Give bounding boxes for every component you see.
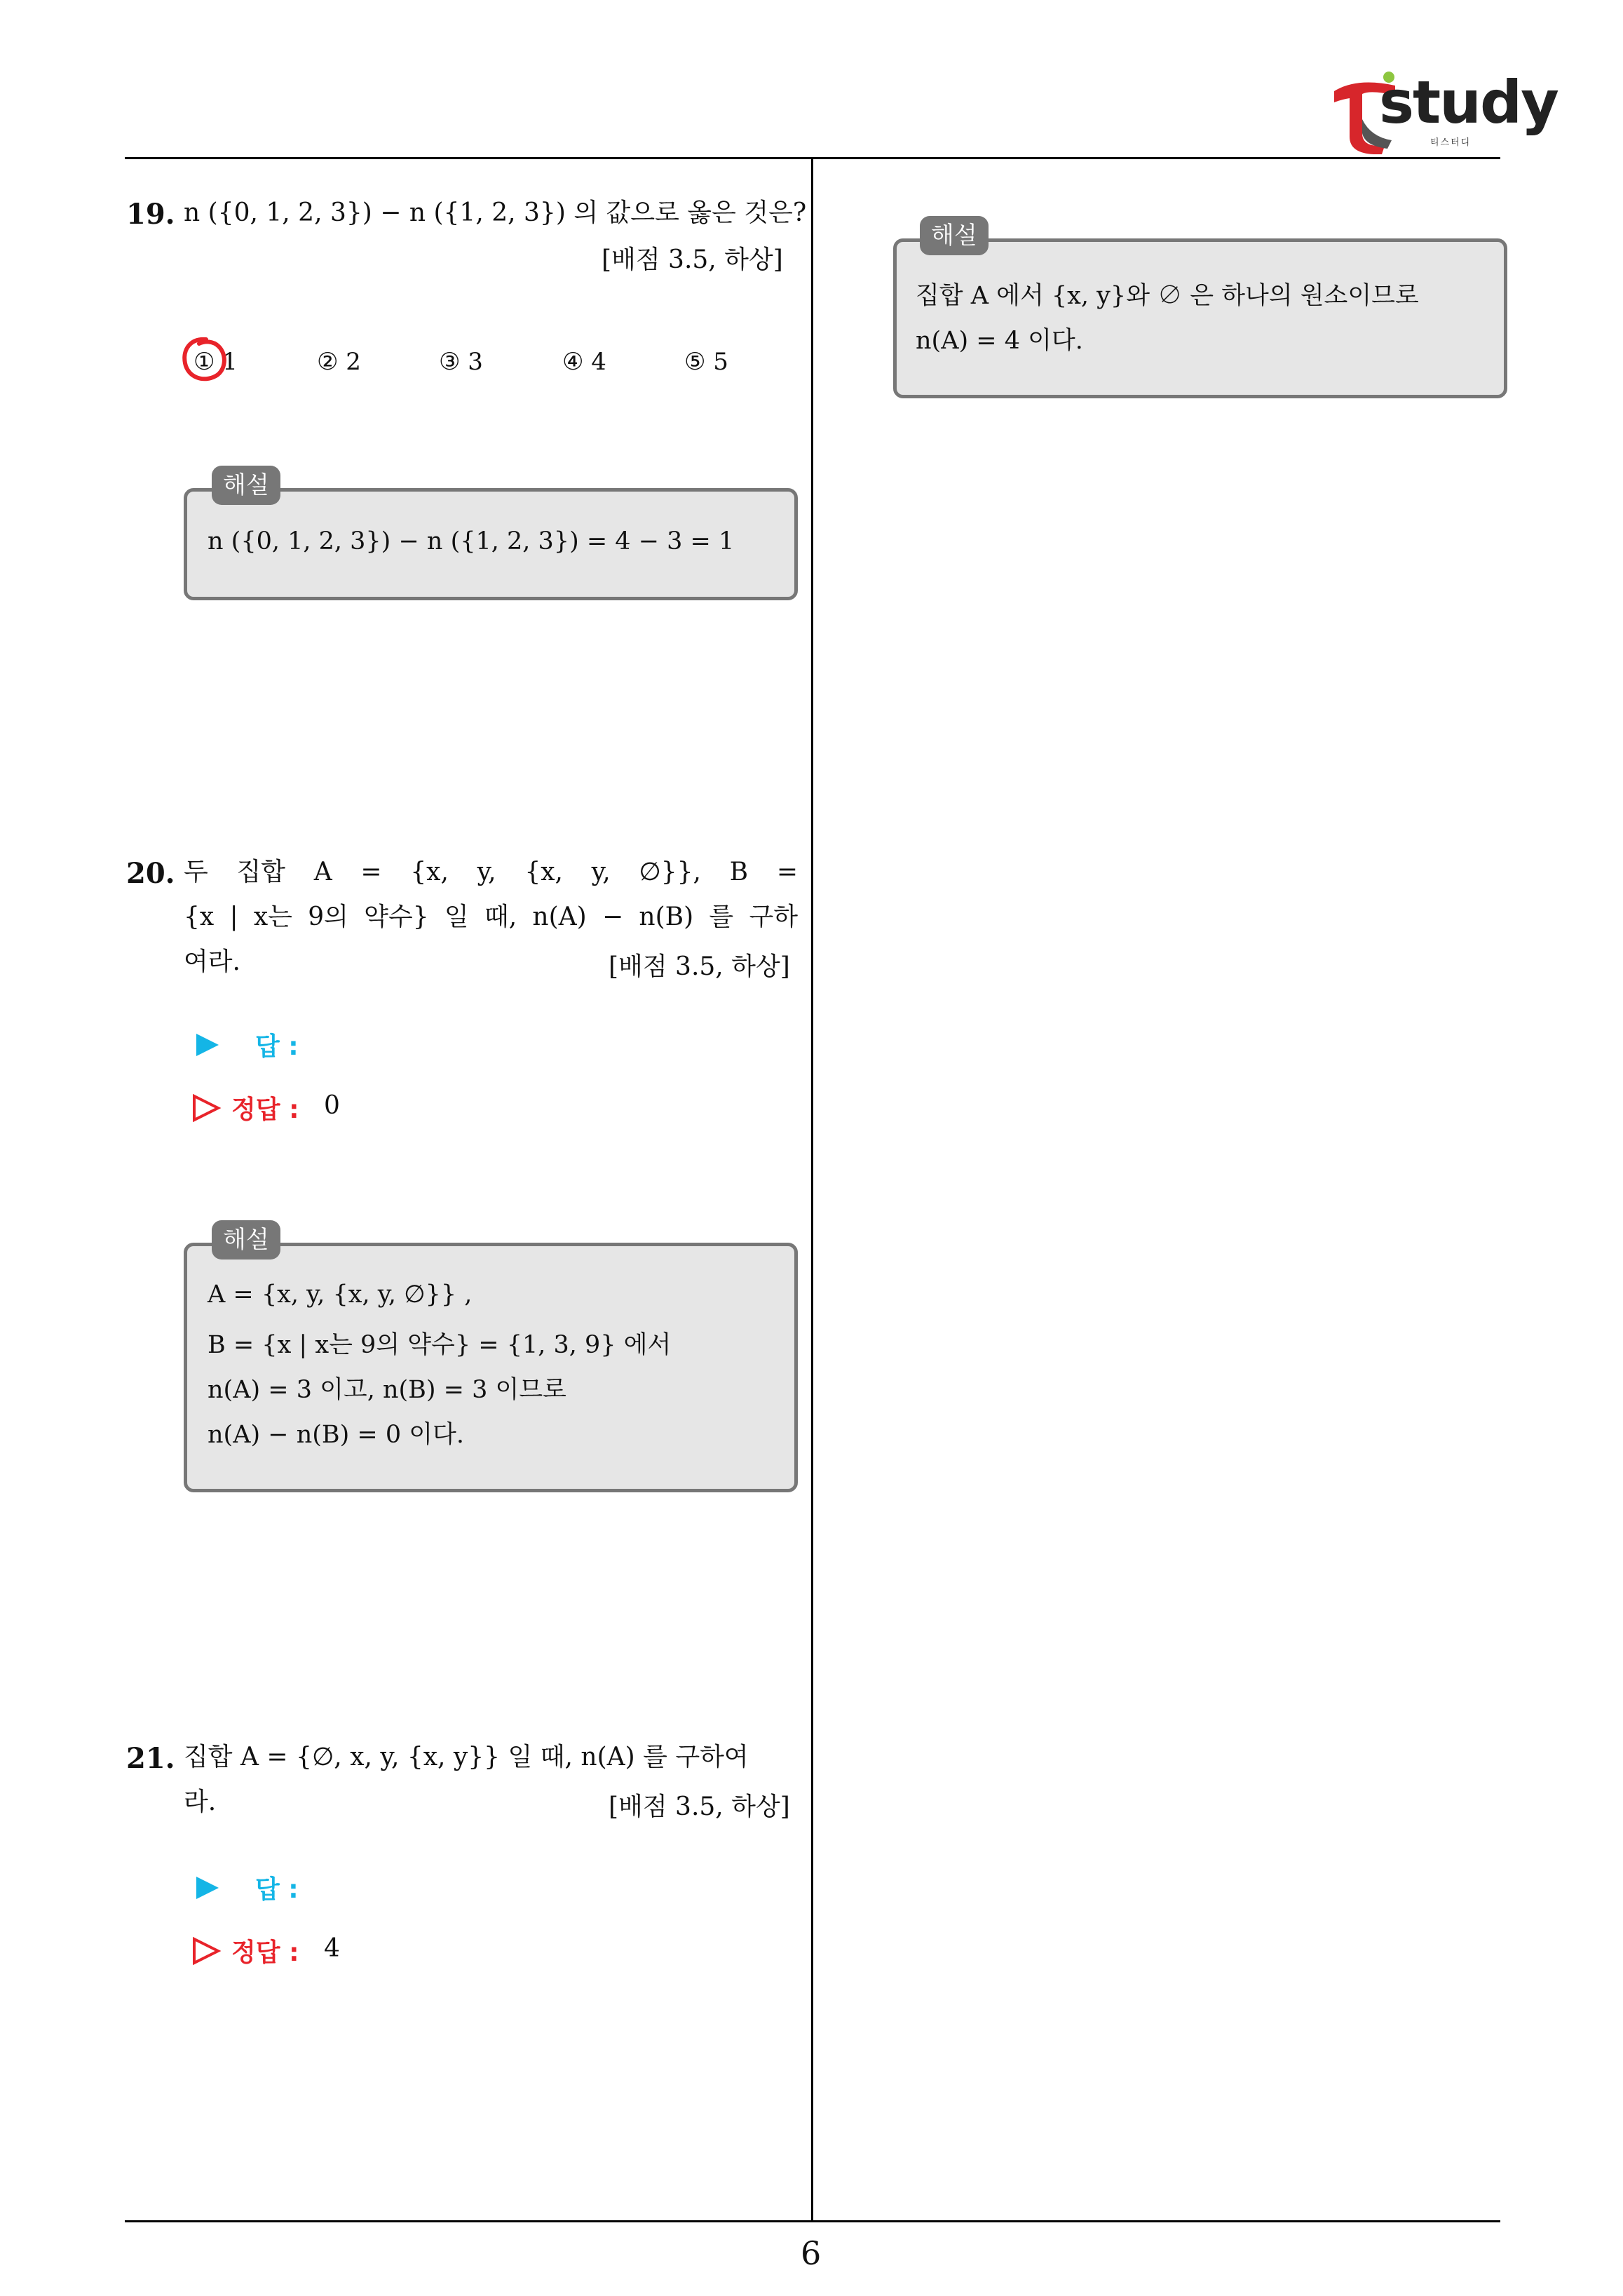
q20-solution-line-1: A = {x, y, {x, y, ∅}} ,	[208, 1281, 473, 1309]
choice-3[interactable]: ③ 3	[439, 348, 483, 376]
q19-solution-line: n ({0, 1, 2, 3}) − n ({1, 2, 3}) = 4 − 3 = 1	[208, 527, 735, 555]
q21-number: 21.	[126, 1742, 175, 1775]
choice-4[interactable]: ④ 4	[562, 348, 606, 376]
page-number: 6	[801, 2234, 822, 2272]
tstudy-logo	[1329, 68, 1558, 154]
q21-correct-value: 4	[324, 1934, 340, 1963]
column-divider	[811, 157, 813, 2220]
q21-solution-tag: 해설	[920, 216, 989, 255]
q21-solution-line-1: 집합 A 에서 {x, y}와 ∅ 은 하나의 원소이므로	[916, 282, 1419, 310]
logo-subtitle: 티스터디	[1430, 137, 1472, 148]
q20-solution-line-3: n(A) = 3 이고, n(B) = 3 이므로	[208, 1376, 566, 1404]
q21-line-2: 라.	[184, 1788, 217, 1816]
q20-points: [배점 3.5, 하상]	[609, 952, 790, 981]
answer-arrow-icon	[193, 1874, 222, 1902]
q19-text: n ({0, 1, 2, 3}) − n ({1, 2, 3}) 의 값으로 옳은 것은?	[184, 198, 807, 227]
choice-2[interactable]: ② 2	[317, 348, 361, 376]
q20-answer-label: 답 :	[255, 1032, 299, 1061]
footer-rule	[125, 2220, 1500, 2222]
logo-word: study	[1379, 68, 1558, 137]
q20-solution-line-2: B = {x | x는 9의 약수} = {1, 3, 9} 에서	[208, 1331, 672, 1359]
q20-solution-line-4: n(A) − n(B) = 0 이다.	[208, 1421, 464, 1449]
correct-arrow-icon	[191, 1093, 222, 1123]
q19-solution-tag: 해설	[212, 466, 280, 505]
q20-number: 20.	[126, 857, 175, 890]
answer-mark-circle-icon	[178, 334, 231, 387]
choice-1[interactable]: ① 1	[193, 348, 238, 376]
q21-solution-box	[893, 238, 1507, 398]
q20-correct-value: 0	[324, 1091, 340, 1120]
answer-arrow-icon	[193, 1031, 222, 1059]
q20-solution-tag: 해설	[212, 1220, 280, 1260]
q19-number: 19.	[126, 198, 175, 231]
q21-line-1: 집합 A = {∅, x, y, {x, y}} 일 때, n(A) 를 구하여	[184, 1743, 749, 1771]
q21-solution-line-2: n(A) = 4 이다.	[916, 327, 1083, 355]
q20-line-2: {x | x는 9의 약수} 일 때, n(A) − n(B) 를 구하	[184, 903, 798, 931]
q21-points: [배점 3.5, 하상]	[609, 1792, 790, 1821]
q20-line-1: 두 집합 A = {x, y, {x, y, ∅}}, B =	[184, 858, 798, 886]
q19-points: [배점 3.5, 하상]	[602, 245, 783, 274]
q20-correct-label: 정답 :	[231, 1095, 299, 1124]
correct-arrow-icon	[191, 1936, 222, 1966]
q20-line-3: 여라.	[184, 947, 240, 976]
q21-answer-label: 답 :	[255, 1875, 299, 1904]
choice-5[interactable]: ⑤ 5	[684, 348, 728, 376]
q21-correct-label: 정답 :	[231, 1938, 299, 1967]
